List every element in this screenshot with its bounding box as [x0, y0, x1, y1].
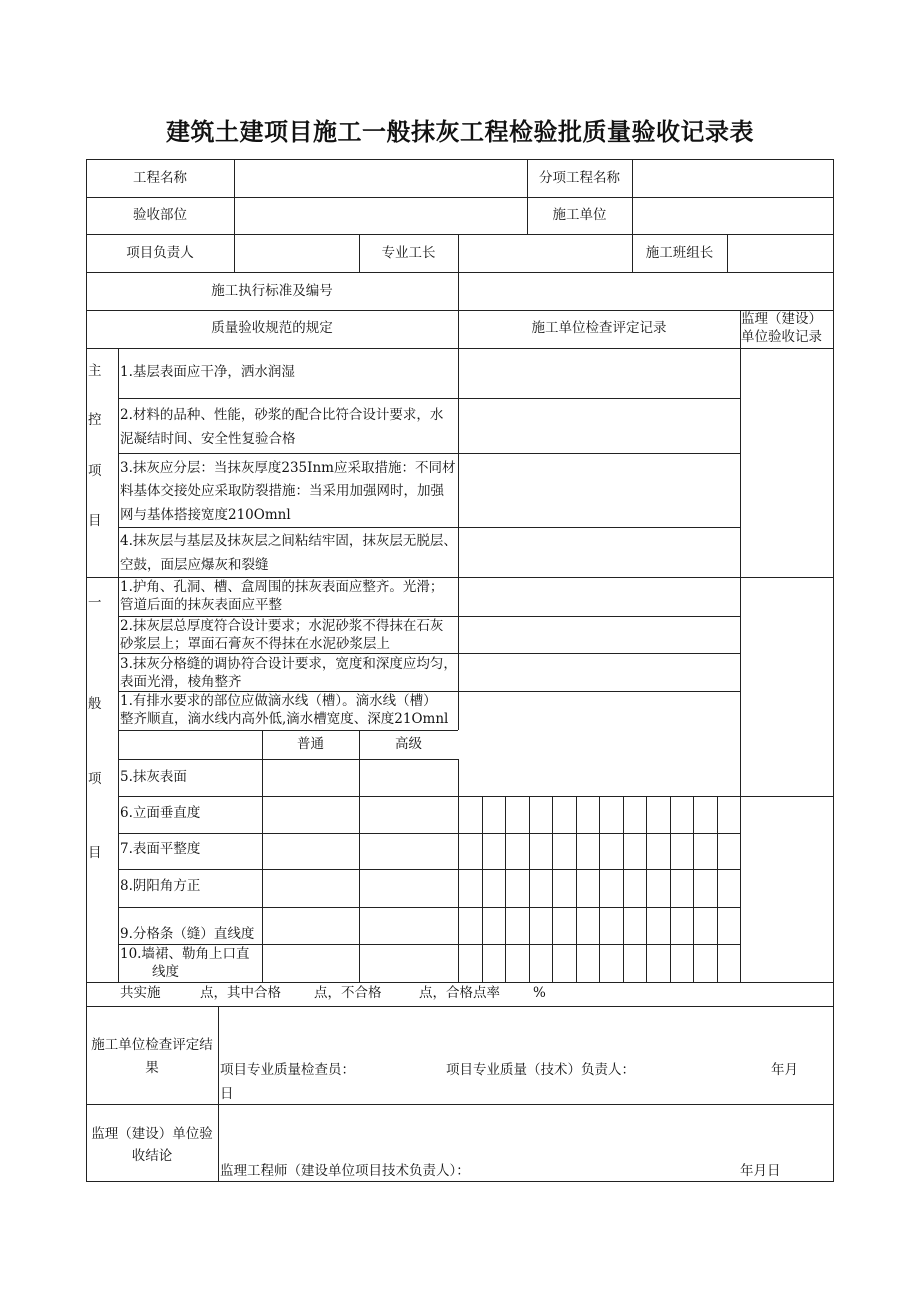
table-line	[576, 796, 577, 983]
standard-value[interactable]	[460, 273, 832, 309]
surface-item: 5.抹灰表面	[120, 769, 187, 785]
general-item: 1.护角、孔洞、槽、盒周围的抹灰表面应整齐。光滑；	[120, 579, 444, 595]
table-line	[262, 730, 263, 983]
main-item: 2.材料的品种、性能，砂浆的配合比符合设计要求，水	[120, 407, 444, 423]
table-line	[118, 527, 741, 528]
table-line	[646, 796, 647, 983]
main-items-label: 项	[88, 463, 102, 479]
table-line	[693, 796, 694, 983]
quality-inspector-label: 项目专业质量检查员：	[220, 1062, 355, 1078]
table-line	[118, 730, 458, 731]
table-line	[118, 796, 834, 797]
main-item: 空鼓，面层应爆灰和裂缝	[120, 557, 269, 573]
supervision-result-label: 收结论	[131, 1148, 173, 1164]
general-item: 表面光滑，棱角整齐	[120, 674, 242, 690]
construction-unit-value[interactable]	[634, 198, 832, 233]
tolerance-item: 7.表面平整度	[120, 841, 201, 857]
page-title: 建筑土建项目施工一般抹灰工程检验批质量验收记录表	[166, 118, 754, 146]
table-line	[458, 759, 459, 983]
summary-text: 点，其中合格	[200, 985, 281, 1001]
table-line	[482, 796, 483, 983]
main-item: 4.抹灰层与基层及抹灰层之间粘结牢固，抹灰层无脱层、	[120, 533, 457, 549]
summary-text: %	[533, 985, 546, 1001]
table-line	[218, 1006, 219, 1182]
construction-result-label: 果	[145, 1060, 159, 1076]
table-line	[86, 159, 87, 1182]
table-line	[670, 796, 671, 983]
project-manager-value[interactable]	[236, 235, 358, 271]
table-line	[86, 1006, 834, 1007]
summary-text: 共实施	[120, 985, 161, 1001]
general-item: 1.有排水要求的部位应做滴水线（槽）。滴水线（槽）	[120, 693, 437, 709]
general-item: 2.抹灰层总厚度符合设计要求；水泥砂浆不得抹在石灰	[120, 618, 444, 634]
date-label: 年月日	[740, 1163, 781, 1179]
table-line	[359, 730, 360, 983]
main-items-label: 目	[88, 513, 102, 529]
acceptance-part-value[interactable]	[236, 198, 526, 233]
spec-label: 质量验收规范的规定	[211, 320, 333, 336]
general-item: 管道后面的抹灰表面应平整	[120, 597, 282, 613]
tolerance-item: 6.立面垂直度	[120, 805, 201, 821]
table-line	[717, 796, 718, 983]
tolerance-item: 10.墙裙、勒角上口直	[120, 946, 250, 962]
table-line	[599, 796, 600, 983]
tolerance-item: 8.阴阳角方正	[120, 878, 201, 894]
supervision-result-label: 监理（建设）单位验	[91, 1126, 213, 1142]
table-line	[118, 833, 741, 834]
sub-project-value[interactable]	[634, 160, 832, 196]
table-line	[118, 759, 458, 760]
main-item: 料基体交接处应采取防裂措施：当采用加强网时，加强	[120, 483, 444, 499]
main-item: 泥凝结时间、安全性复验合格	[120, 431, 296, 447]
table-line	[458, 348, 459, 730]
table-line	[552, 796, 553, 983]
supervision-record-label: 单位验收记录	[741, 329, 822, 345]
table-line	[623, 796, 624, 983]
main-item: 3.抹灰应分层：当抹灰厚度235Inm应采取措施：不同材	[120, 460, 456, 476]
tolerance-item: 线度	[152, 964, 179, 980]
summary-text: 点，合格点率	[419, 985, 500, 1001]
general-items-label: 般	[88, 696, 102, 712]
project-manager-label: 项目负责人	[126, 245, 194, 261]
table-line	[740, 348, 741, 983]
construction-unit-label: 施工单位	[552, 207, 607, 223]
table-line	[118, 348, 119, 983]
table-line	[529, 796, 530, 983]
supervision-record-label: 监理（建设）	[741, 311, 822, 327]
date-label: 年月	[771, 1062, 798, 1078]
table-line	[86, 1181, 834, 1182]
construction-result-label: 施工单位检查评定结	[91, 1037, 213, 1053]
general-items-label: 项	[88, 771, 102, 787]
check-record-label: 施工单位检查评定记录	[531, 320, 667, 336]
table-line	[234, 234, 235, 273]
table-line	[458, 234, 459, 273]
supervision-engineer-label: 监理工程师（建设单位项目技术负责人）：	[220, 1163, 470, 1179]
summary-text: 点，不合格	[314, 985, 382, 1001]
table-line	[234, 159, 235, 235]
table-line	[505, 796, 506, 983]
acceptance-part-label: 验收部位	[133, 207, 187, 223]
foreman-value[interactable]	[460, 235, 631, 271]
project-name-value[interactable]	[236, 160, 526, 196]
general-items-label: 目	[88, 845, 102, 861]
team-leader-label: 施工班组长	[645, 245, 714, 261]
table-line	[458, 272, 459, 310]
table-line	[86, 1104, 834, 1105]
table-line	[86, 982, 834, 983]
sub-project-label: 分项工程名称	[539, 170, 620, 186]
table-line	[118, 869, 741, 870]
standard-label: 施工执行标准及编号	[211, 283, 333, 299]
table-line	[86, 310, 834, 311]
table-line	[86, 348, 834, 349]
table-line	[727, 234, 728, 273]
main-item: 1.基层表面应干净，洒水润湿	[120, 364, 295, 380]
project-name-label: 工程名称	[133, 170, 187, 186]
table-line	[632, 159, 633, 235]
grade-normal-header: 普通	[297, 736, 324, 752]
table-line	[118, 398, 741, 399]
general-items-label: 一	[88, 595, 102, 611]
date-label: 日	[220, 1086, 234, 1102]
foreman-label: 专业工长	[381, 245, 436, 261]
grade-high-header: 高级	[395, 736, 422, 752]
team-leader-value[interactable]	[729, 235, 832, 271]
table-line	[833, 159, 834, 1182]
table-line	[118, 907, 741, 908]
tolerance-item: 9.分格条（缝）直线度	[120, 926, 255, 942]
main-item: 网与基体搭接宽度210Omnl	[120, 507, 291, 523]
general-item: 3.抹灰分格缝的调协符合设计要求，宽度和深度应均匀，	[120, 656, 457, 672]
general-item: 砂浆层上；罩面石膏灰不得抹在水泥砂浆层上	[120, 636, 390, 652]
table-line	[118, 453, 741, 454]
main-items-label: 主	[88, 363, 102, 379]
main-items-label: 控	[88, 412, 102, 428]
technical-lead-label: 项目专业质量（技术）负责人：	[446, 1062, 635, 1078]
general-item: 整齐顺直，滴水线内高外低,滴水槽宽度、深度21Omnl	[120, 711, 449, 727]
